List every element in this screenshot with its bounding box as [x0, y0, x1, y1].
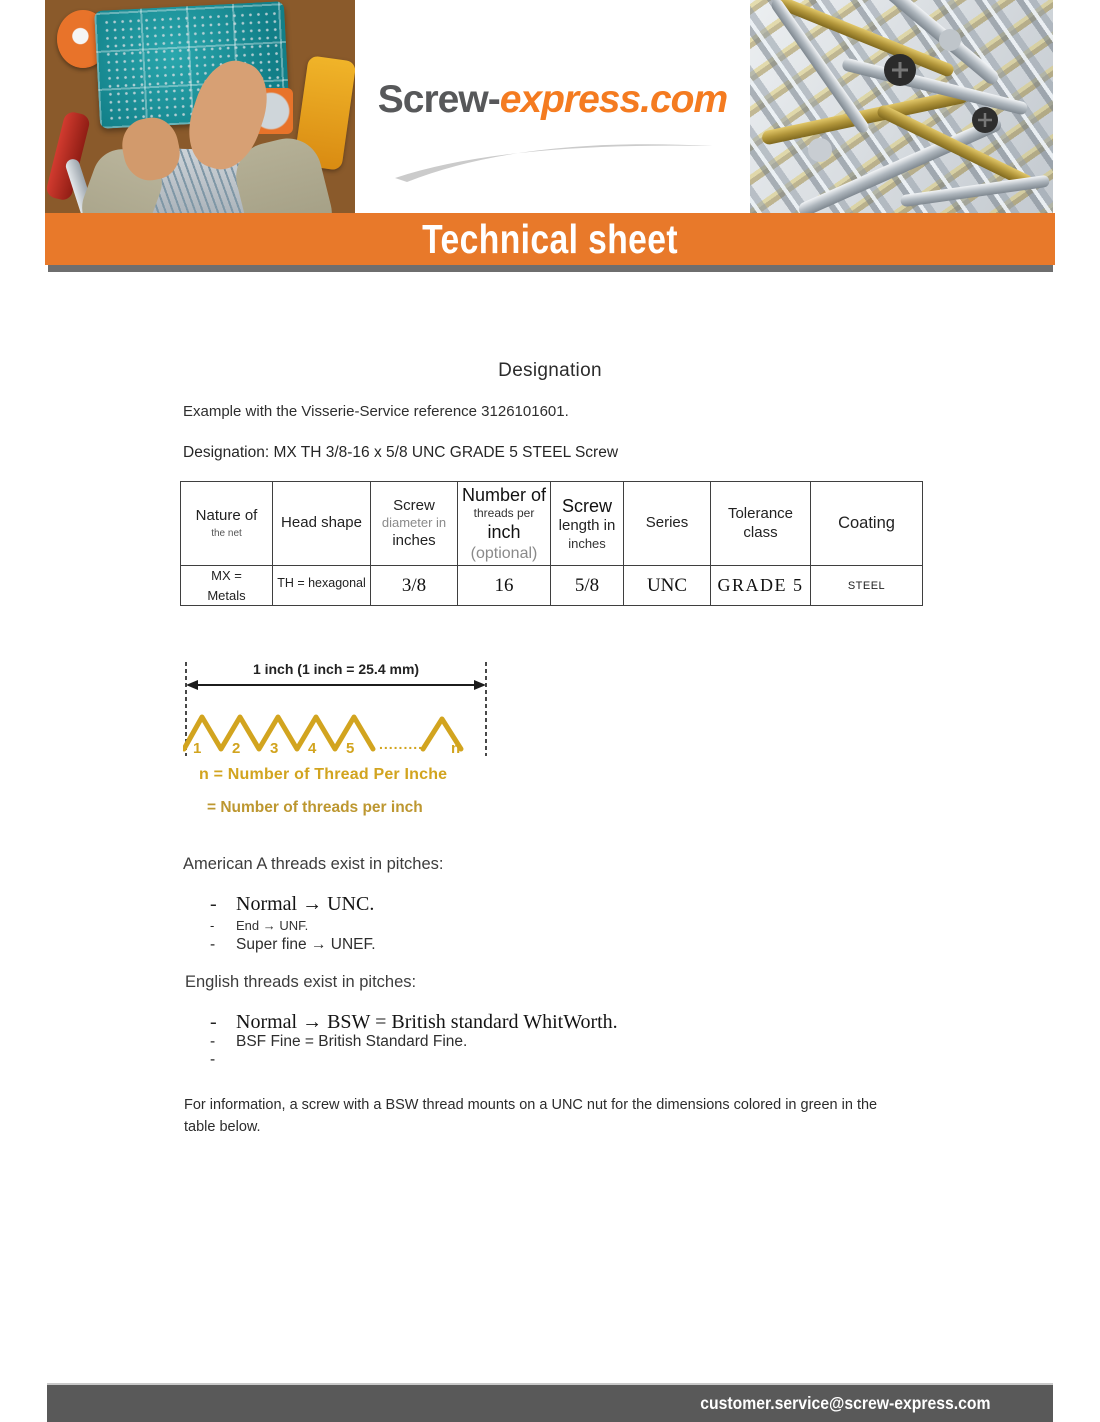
bullet-dash: - [210, 893, 217, 915]
col-threads-top: Number of [461, 484, 547, 505]
bullet-dash: - [210, 936, 216, 953]
info-paragraph: For information, a screw with a BSW thread mounts on a UNC nut for the dimensions colored in green in the table below. [184, 1097, 878, 1136]
list-item [210, 1011, 618, 1034]
logo-swoosh-icon [383, 132, 723, 184]
bullet-dash: - [210, 1011, 217, 1033]
screws-photo [750, 0, 1053, 213]
cell-nature-line1: MX = [211, 568, 242, 583]
thread-number: 3 [270, 740, 279, 757]
thread-zigzag [184, 717, 373, 749]
cell-series: UNC [624, 566, 711, 606]
col-diameter-bottom: inches [392, 531, 436, 549]
list-item [210, 1033, 467, 1051]
col-threads-main: inch [487, 522, 521, 542]
col-length-top: Screw [561, 495, 612, 516]
col-series [624, 482, 711, 566]
table-data-row [181, 566, 923, 606]
logo-prefix: Screw- [377, 78, 500, 121]
thread-dots: ......... [379, 736, 424, 752]
inch-caption: 1 inch (1 inch = 25.4 mm) [252, 661, 420, 677]
thread-number: 4 [308, 740, 317, 757]
logo-area [355, 0, 750, 213]
col-length [551, 482, 624, 566]
footer-email: customer.service@screw-express.com [700, 1393, 991, 1413]
col-diameter [371, 482, 458, 566]
col-length-bottom: inches [568, 536, 606, 551]
thread-number: 2 [232, 740, 241, 757]
thread-legend: = Number of threads per inch [207, 799, 423, 816]
col-tolerance-top: Tolerance [727, 504, 794, 522]
bullet-dash: - [210, 1051, 216, 1068]
logo-suffix: express.com [499, 78, 728, 121]
american-heading: American A threads exist in pitches: [183, 855, 444, 873]
thread-number: 5 [346, 740, 355, 757]
col-nature-sublabel: the net [211, 527, 242, 539]
table-header-row [181, 482, 923, 566]
col-diameter-mid: diameter in [381, 515, 447, 531]
col-coating-label: Coating [838, 514, 895, 533]
col-nature-label: Nature of [195, 506, 258, 524]
bullet-text: BSF Fine = British Standard Fine. [236, 1033, 468, 1050]
col-head-shape [273, 482, 371, 566]
cell-head-shape-value: TH = hexagonal [277, 576, 366, 590]
cell-nature [181, 566, 273, 606]
col-tolerance-bottom: class [743, 523, 778, 541]
bullet-text: Normal → UNC. [236, 893, 375, 915]
col-length-mid: length in [558, 517, 616, 535]
thread-legend-bold: n = Number of Thread Per Inche [199, 766, 448, 783]
cell-coating: STEEL [811, 566, 923, 606]
col-nature [181, 482, 273, 566]
cell-length: 5/8 [551, 566, 624, 606]
cell-nature-line2: Metals [207, 587, 246, 603]
col-head-shape-label: Head shape [281, 514, 362, 532]
bullet-text: Super fine → UNEF. [236, 936, 376, 953]
page-title: Designation [498, 360, 602, 381]
header-divider [48, 265, 1053, 272]
workbench-photo [45, 0, 355, 213]
arrow-left-head [186, 680, 198, 690]
cell-tolerance: GRADE 5 [711, 566, 811, 606]
screws-illustration [750, 0, 1053, 213]
cell-head-shape [273, 566, 371, 606]
cell-diameter: 3/8 [371, 566, 458, 606]
bullet-dash: - [210, 1033, 216, 1050]
list-item [210, 918, 308, 933]
bullet-text: Normal → BSW = British standard WhitWorth. [236, 1011, 618, 1033]
col-threads-note: (optional) [470, 544, 538, 562]
arrow-right-head [474, 680, 486, 690]
col-coating [811, 482, 923, 566]
brand-logo [355, 78, 750, 122]
col-threads-mid: threads per [473, 506, 535, 520]
cell-threads: 16 [458, 566, 551, 606]
banner-title: Technical sheet [422, 215, 678, 262]
banner [45, 213, 1055, 265]
thread-n-label: n [451, 740, 461, 757]
list-item [210, 936, 376, 954]
thread-number: 1 [193, 740, 202, 757]
example-line: Example with the Visserie-Service reference 3126101601. [183, 403, 569, 420]
col-diameter-top: Screw [393, 496, 435, 514]
bullet-dash: - [210, 918, 215, 933]
footer-bar [47, 1385, 1053, 1422]
bullet-text: End → UNF. [236, 918, 309, 933]
col-threads [458, 482, 551, 566]
designation-table [180, 481, 923, 606]
designation-line: Designation: MX TH 3/8-16 x 5/8 UNC GRADE 5 STEEL Screw [183, 444, 619, 461]
col-series-label: Series [645, 514, 689, 532]
english-heading: English threads exist in pitches: [185, 973, 417, 991]
list-item [210, 1051, 236, 1069]
thread-diagram [183, 654, 489, 760]
col-tolerance [711, 482, 811, 566]
list-item [210, 893, 374, 916]
